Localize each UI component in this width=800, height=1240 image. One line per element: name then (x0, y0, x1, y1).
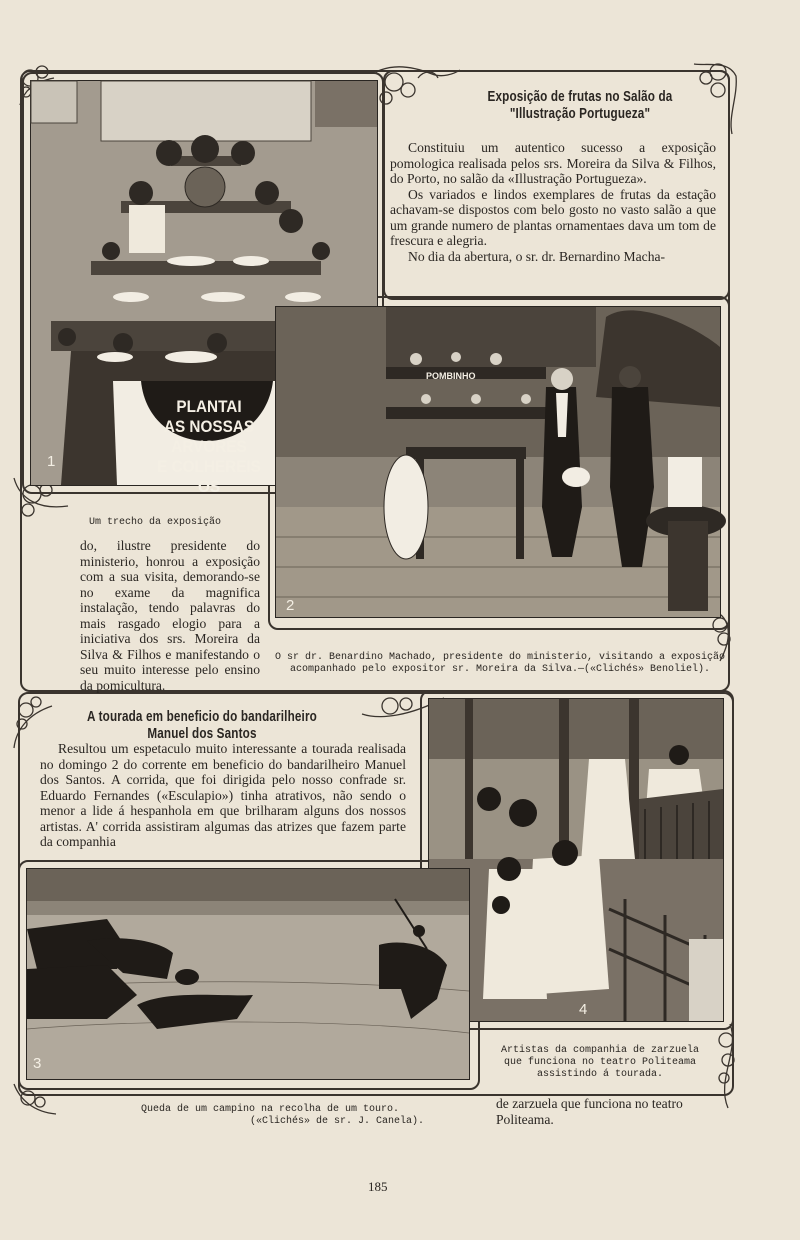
article1-continuation: do, ilustre presidente do ministerio, honrou a exposição com a sua visita, demorando-se no exame da magnifica instalação, tendo palavras do mais rasgado elogio para a iniciativa dos srs. Moreira da Silva & Filhos e manifestando o seu muito interesse pelo ensino da pomicultura. (80, 538, 260, 693)
photo-minister-visit (275, 306, 721, 618)
photo4-number: 4 (579, 1001, 588, 1018)
article2-continuation: de zarzuela que funciona no teatro Politeama. (496, 1096, 683, 1127)
article1-para1: Constituiu um autentico sucesso a exposição pomologica realisada pelos srs. Moreira da Silva & Filhos, do Porto, no salão da «Illustração Portugueza». (390, 140, 716, 186)
photo2-number: 2 (286, 597, 295, 614)
photo3-caption (100, 1104, 440, 1128)
photo4-caption: Artistas da companhia de zarzuela que funciona no teatro Politeama assistindo á tourada. (500, 1045, 700, 1080)
photo1-number: 1 (47, 453, 56, 470)
photo3-caption-line1: Queda de um campino na recolha de um touro. (140, 1104, 400, 1115)
photo2-caption: O sr dr. Benardino Machado, presidente do ministerio, visitando a exposição acompanhado pelo expositor sr. Moreira da Silva.—(«Clichés» Benoliel). (274, 652, 726, 675)
sign-line-2: AS NOSSAS (163, 417, 255, 436)
page-number: 185 (368, 1179, 388, 1194)
photo3-number: 3 (33, 1055, 42, 1072)
sign-line-4: E COLHEREIS OS (157, 457, 261, 496)
sign-line-1: PLANTAI (176, 397, 242, 416)
article1-para3: No dia da abertura, o sr. dr. Bernardino Macha- (408, 248, 666, 264)
fruit-sign-text (157, 397, 261, 497)
article2-body: Resultou um espetaculo muito interessante a tourada realisada no domingo 2 do corrente em beneficio do bandarilheiro Manuel dos Santos. A corrida, que foi dirigida pelo nosso confrade sr. Eduardo Fernandes («Esculapio») tinha atrativos, não sendo o menor a lide á hespanhola em que brilharam alguns dos nossos artistas. A' corrida assistiram algumas das atrizes que fazem parte da companhia (40, 741, 406, 849)
article1-body (390, 140, 716, 264)
pombinho-sign: POMBINHO (426, 371, 476, 381)
photo1-caption: Um trecho da exposição (88, 517, 222, 528)
photo3-caption-line2: («Clichés» de sr. J. Canela). (249, 1116, 424, 1127)
article1-para2: Os variados e lindos exemplares de frutas da estação achavam-se dispostos com belo gosto no vasto salão a que um grande numero de plantas ornamentaes dava um tom de frescura e alegria. (390, 186, 716, 248)
photo-actresses-stand (428, 698, 724, 1022)
sign-line-3: ÁRVORES (171, 437, 247, 456)
article2-title: A tourada em beneficio do bandarilheiro Manuel dos Santos (87, 708, 317, 742)
article1-title: Exposição de frutas no Salão da "Illustração Portugueza" (487, 88, 673, 122)
photo-bullring-fall (26, 868, 470, 1080)
